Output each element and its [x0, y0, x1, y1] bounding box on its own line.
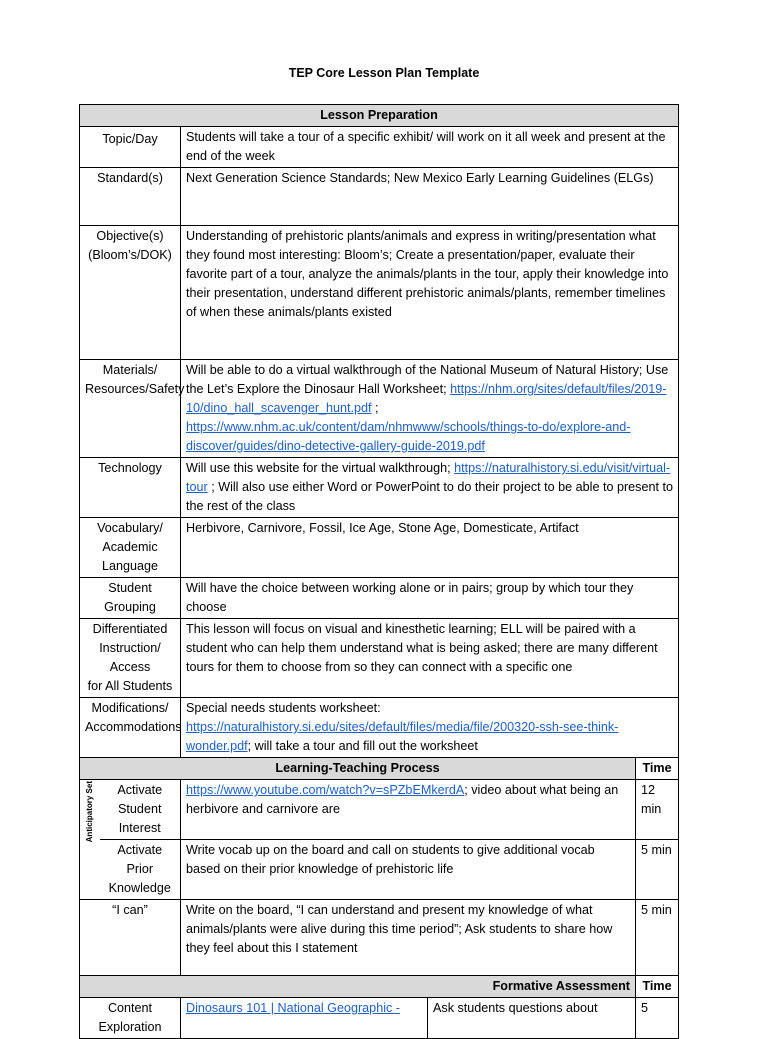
lesson-preparation-header-row [80, 105, 679, 127]
materials-separator: ; [371, 401, 379, 415]
objectives-label-line1: Objective(s) [96, 229, 164, 243]
vocabulary-text: Herbivore, Carnivore, Fossil, Ice Age, Stone Age, Domesticate, Artifact [181, 518, 679, 578]
content-exploration-link-cell [181, 998, 428, 1039]
formative-assessment-header: Formative Assessment [80, 976, 636, 998]
materials-text: Will be able to do a virtual walkthrough of the National Museum of Natural History; Use the Let’s Explore the Dinosaur Hall Worksheet; [186, 363, 669, 396]
objectives-text: Understanding of prehistoric plants/animals and express in writing/presentation what they found most interesting: Bloom’s; Create a presentation/paper, evaluate their favorite part of a tour, analyze the animals/plants in the tour, apply their knowledge into their presentation, understand different prehistoric animals/plants, remember timelines of when these animals/plants existed [181, 226, 679, 360]
i-can-row [80, 900, 679, 976]
standards-text: Next Generation Science Standards; New Mexico Early Learning Guidelines (ELGs) [181, 168, 679, 226]
modifications-text-before: Special needs students worksheet: [186, 701, 381, 715]
vocabulary-label-line1: Vocabulary/ [97, 521, 163, 535]
activate-interest-label-line3: Interest [118, 821, 161, 835]
activate-prior-time: 5 min [636, 840, 679, 900]
activate-interest-label-line2: Student [118, 802, 162, 816]
technology-label: Technology [80, 458, 181, 518]
content-exploration-row [80, 998, 679, 1039]
materials-cell [181, 360, 679, 458]
activate-interest-row [80, 780, 679, 840]
content-exploration-label-line2: Exploration [98, 1020, 162, 1034]
topic-label: Topic/Day [80, 127, 181, 168]
document-title: TEP Core Lesson Plan Template [288, 66, 480, 80]
differentiated-label-line1: Differentiated [92, 622, 168, 636]
differentiated-text: This lesson will focus on visual and kinesthetic learning; ELL will be paired with a student who can help them understand what is being asked; there are many different tours for them to choose from so they can connect with a specific one [181, 619, 679, 698]
i-can-label: “I can” [80, 900, 181, 976]
dino-hall-scavenger-hunt-link[interactable]: https://nhm.org/sites/default/files/2019-10/dino_hall_scavenger_hunt.pdf [186, 382, 667, 415]
modifications-cell [181, 698, 679, 758]
grouping-text: Will have the choice between working alone or in pairs; group by which tour they choose [181, 578, 679, 619]
lesson-preparation-header: Lesson Preparation [80, 105, 679, 127]
formative-time-header: Time [636, 976, 679, 998]
standards-label: Standard(s) [80, 168, 181, 226]
differentiated-label-line3: for All Students [87, 679, 173, 693]
activate-interest-cell [181, 780, 636, 840]
lesson-plan-table [79, 104, 679, 1039]
technology-cell [181, 458, 679, 518]
technology-text-before: Will use this website for the virtual walkthrough; [186, 461, 455, 475]
activate-prior-label-line1: Activate Prior [117, 843, 163, 876]
process-time-header: Time [636, 758, 679, 780]
technology-row [80, 458, 679, 518]
activate-interest-text: ; video about what being an herbivore and carnivore are [186, 783, 619, 816]
differentiated-label-line2: Instruction/ Access [99, 641, 161, 674]
learning-teaching-header-row [80, 758, 679, 780]
formative-assessment-header-row [80, 976, 679, 998]
modifications-row [80, 698, 679, 758]
content-exploration-label [80, 998, 181, 1039]
differentiated-row [80, 619, 679, 698]
activate-interest-time: 12 min [636, 780, 679, 840]
dinosaurs-101-link[interactable]: Dinosaurs 101 | National Geographic - [186, 1001, 400, 1015]
topic-text: Students will take a tour of a specific exhibit/ will work on it all week and present at the end of the week [181, 127, 679, 168]
objectives-label [80, 226, 181, 360]
content-exploration-label-line1: Content [107, 1001, 153, 1015]
modifications-label-line1: Modifications/ [91, 701, 169, 715]
materials-label-line1: Materials/ [102, 363, 158, 377]
modifications-label [80, 698, 181, 758]
herbivore-carnivore-video-link[interactable]: https://www.youtube.com/watch?v=sPZbEMkerdA [186, 783, 465, 797]
materials-label [80, 360, 185, 458]
virtual-tour-link[interactable]: https://naturalhistory.si.edu/visit/virtual-tour [186, 461, 671, 494]
content-exploration-text: Ask students questions about [428, 998, 636, 1039]
activate-prior-text: Write vocab up on the board and call on students to give additional vocab based on their prior knowledge of prehistoric life [181, 840, 636, 900]
objectives-label-line2: (Bloom’s/DOK) [88, 248, 172, 262]
activate-interest-label [100, 780, 181, 840]
technology-text-after: ; Will also use either Word or PowerPoint to do their project to be able to present to the rest of the class [186, 480, 673, 513]
activate-prior-row [80, 840, 679, 900]
activate-prior-label [100, 840, 181, 900]
dino-detective-guide-link[interactable]: https://www.nhm.ac.uk/content/dam/nhmwww/schools/things-to-do/explore-and-discover/guides/dino-detective-gallery-guide-2019.pdf [186, 420, 631, 453]
differentiated-label [80, 619, 181, 698]
topic-row [80, 127, 679, 168]
anticipatory-set-label-cell [80, 780, 100, 900]
materials-label-line2: Resources/Safety [85, 382, 185, 396]
see-think-wonder-link[interactable]: https://naturalhistory.si.edu/sites/default/files/media/file/200320-ssh-see-think-wonder.pdf [186, 720, 619, 753]
activate-prior-label-line2: Knowledge [108, 881, 171, 895]
grouping-label: Student Grouping [80, 578, 181, 619]
learning-teaching-header: Learning-Teaching Process [80, 758, 636, 780]
vocabulary-label-line2: Academic [102, 540, 158, 554]
vocabulary-label-line3: Language [101, 559, 159, 573]
anticipatory-set-label: Anticipatory Set [85, 781, 94, 843]
content-exploration-time: 5 [636, 998, 679, 1039]
grouping-row [80, 578, 679, 619]
standards-row [80, 168, 679, 226]
activate-interest-label-line1: Activate [117, 783, 163, 797]
objectives-row [80, 226, 679, 360]
vocabulary-row [80, 518, 679, 578]
vocabulary-label [80, 518, 181, 578]
i-can-time: 5 min [636, 900, 679, 976]
modifications-text-after: ; will take a tour and fill out the worksheet [247, 739, 478, 753]
i-can-text: Write on the board, “I can understand and present my knowledge of what animals/plants were alive during this time period”; Ask students to share how they feel about this I statement [181, 900, 636, 976]
modifications-label-line2: Accommodations [85, 720, 182, 734]
materials-row [80, 360, 679, 458]
